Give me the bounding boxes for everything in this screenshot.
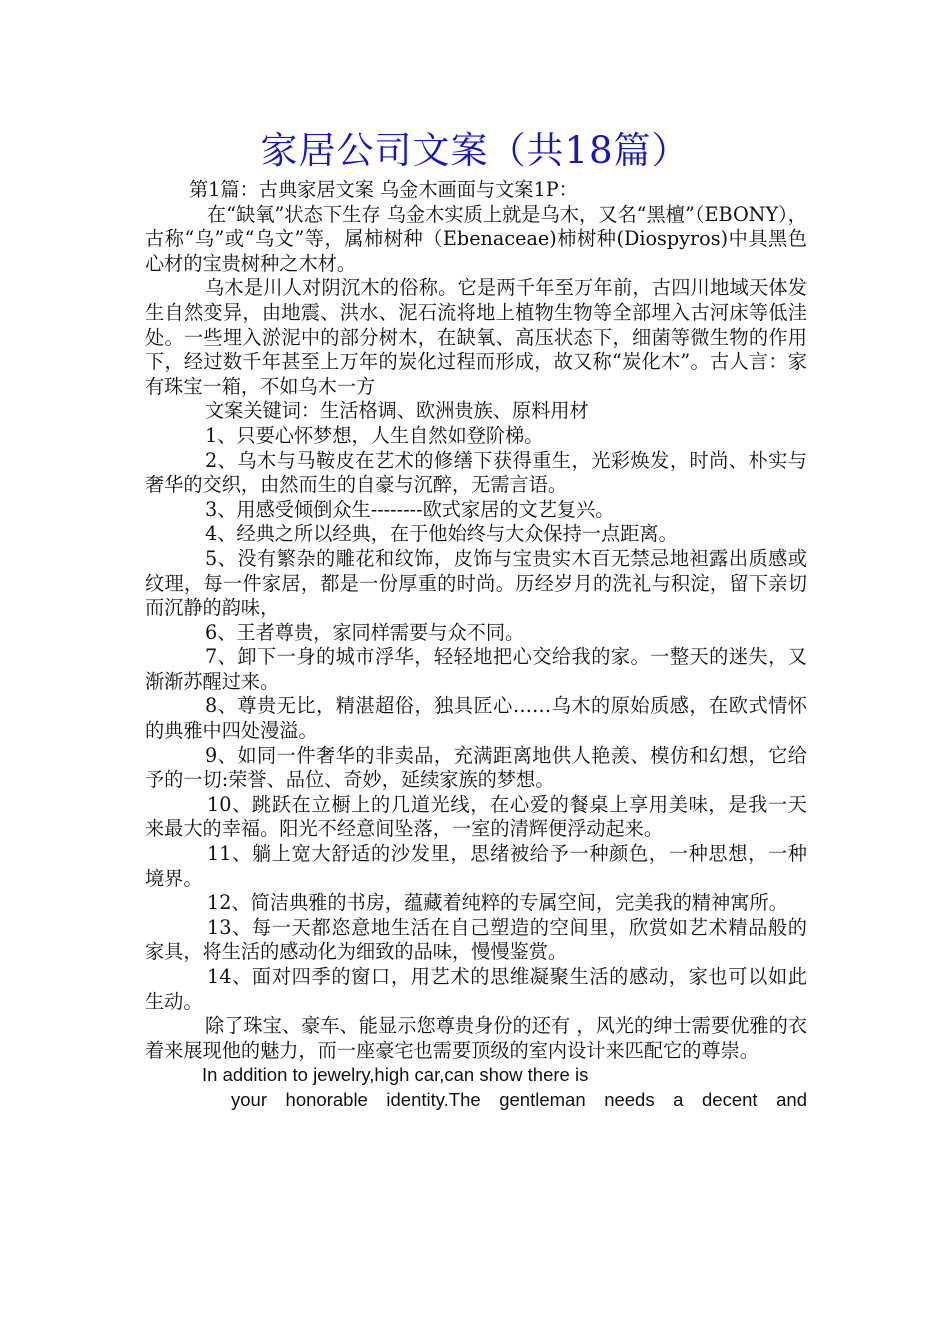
copy-item-1: 1、只要心怀梦想，人生自然如登阶梯。 — [205, 423, 544, 447]
english-line-1: In addition to jewelry,high car,can show there is — [202, 1064, 589, 1086]
document-body — [145, 178, 807, 1113]
copy-item-4: 4、经典之所以经典，在于他始终与大众保持一点距离。 — [205, 522, 678, 546]
copy-item-5: 5、没有繁杂的雕花和纹饰，皮饰与宝贵实木百无禁忌地袒露出质感或纹理，每一件家居，都是一份厚重的时尚。历经岁月的洗礼与积淀，留下亲切而沉静的韵味， — [145, 546, 807, 620]
english-line-2: your honorable identity.The gentleman needs a decent and — [231, 1088, 807, 1110]
paragraph-ebony-history: 乌木是川人对阴沉木的俗称。它是两千年至万年前，古四川地域天体发生自然变异，由地震、洪水、泥石流将地上植物生物等全部埋入古河床等低洼处。一些埋入淤泥中的部分树木，在缺氧、高压状态下，细菌等微生物的作用下，经过数千年甚至上万年的炭化过程而形成，故又称“炭化木”。古人言：家有珠宝一箱，不如乌木一方 — [145, 276, 807, 398]
copy-item-9: 9、如同一件奢华的非卖品，充满距离地供人艳羡、模仿和幻想，它给予的一切:荣誉、品位、奇妙，延续家族的梦想。 — [145, 743, 807, 792]
copy-item-8: 8、尊贵无比，精湛超俗，独具匠心……乌木的原始质感，在欧式情怀的典雅中四处漫溢。 — [145, 694, 807, 743]
paragraph-keywords: 文案关键词：生活格调、欧洲贵族、原料用材 — [205, 399, 589, 423]
copy-item-7: 7、卸下一身的城市浮华，轻轻地把心交给我的家。一整天的迷失，又渐渐苏醒过来。 — [145, 645, 807, 693]
copy-item-12: 12、简洁典雅的书房，蕴藏着纯粹的专属空间，完美我的精神寓所。 — [207, 891, 788, 915]
document-title: 家居公司文案（共18篇） — [260, 129, 690, 172]
copy-item-2: 2、乌木与马鞍皮在艺术的修缮下获得重生，光彩焕发，时尚、朴实与奢华的交织，由然而生的自豪与沉醉，无需言语。 — [145, 448, 807, 497]
copy-item-11: 11、躺上宽大舒适的沙发里，思绪被给予一种颜色，一种思想，一种境界。 — [145, 842, 807, 890]
copy-item-10: 10、跳跃在立橱上的几道光线，在心爱的餐桌上享用美味，是我一天来最大的幸福。阳光不经意间坠落，一室的清辉便浮动起来。 — [145, 792, 807, 841]
copy-item-13: 13、每一天都恣意地生活在自己塑造的空间里，欣赏如艺术精品般的家具，将生活的感动化为细致的品味，慢慢鉴赏。 — [145, 915, 807, 964]
paragraph-closing-chinese: 除了珠宝、豪车、能显示您尊贵身份的还有 ，风光的绅士需要优雅的衣着来展现他的魅力，而一座豪宅也需要顶级的室内设计来匹配它的尊崇。 — [145, 1014, 807, 1062]
copy-item-14: 14、面对四季的窗口，用艺术的思维凝聚生活的感动，家也可以如此生动。 — [145, 965, 807, 1013]
copy-item-6: 6、王者尊贵，家同样需要与众不同。 — [205, 620, 525, 644]
copy-item-3: 3、用感受倾倒众生--------欧式家居的文艺复兴。 — [205, 497, 615, 521]
section-subtitle: 第1篇：古典家居文案 乌金木画面与文案1P： — [189, 178, 578, 201]
paragraph-ebony-intro: 在“缺氧”状态下生存 乌金木实质上就是乌木，又名“黑檀”（EBONY），古称“乌”或“乌文”等，属柿树种（Ebenaceae)柿树种(Diospyros)中具黑色心材的宝贵树种之木材。 — [145, 202, 807, 275]
